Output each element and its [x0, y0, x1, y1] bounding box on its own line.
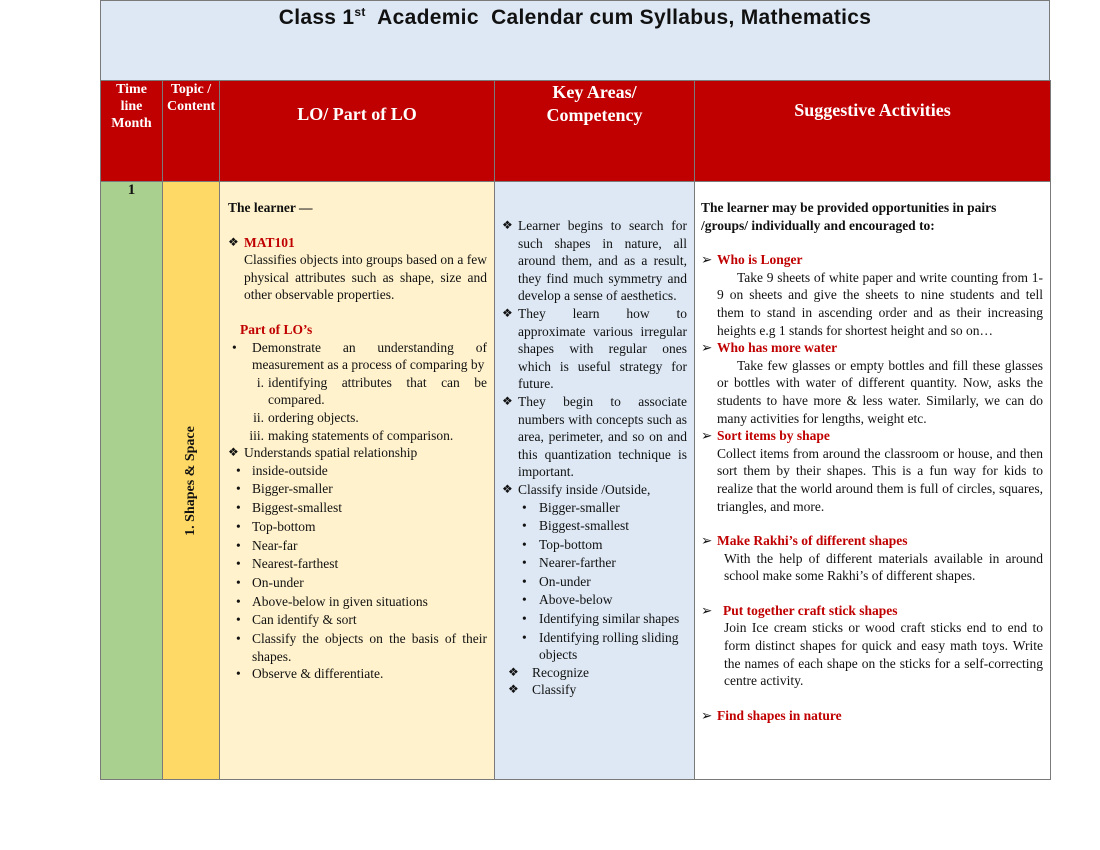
- lo-intro: The learner —: [228, 200, 313, 215]
- diamond-bullet-icon: ❖: [502, 305, 513, 320]
- list-item: [522, 591, 687, 610]
- arrow-bullet-icon: ➢: [701, 252, 713, 268]
- lo-cell: [220, 182, 495, 780]
- activity-title: Put together craft stick shapes: [723, 602, 898, 618]
- month-number: 1: [127, 182, 136, 198]
- bullet-icon: •: [236, 612, 241, 628]
- activity-text: Take 9 sheets of white paper and write counting from 1-9 on sheets and give the sheets to nine students and tell them to stand in ascending order and as their increasing heights e.g 1 stands for shortest height and so on…: [717, 269, 1043, 338]
- diamond-bullet-icon: ❖: [508, 682, 519, 697]
- roman-item: ordering objects.: [268, 409, 359, 425]
- bullet-icon: •: [522, 611, 527, 627]
- roman-item: making statements of comparison.: [268, 427, 454, 443]
- key-para-1: Learner begins to search for such shapes in nature, all around them, and as a result, they find much symmetry and develop a sense of aesthetics.: [518, 218, 687, 304]
- activity-title: Who has more water: [717, 340, 838, 356]
- list-item-text: Biggest-smallest: [539, 518, 629, 534]
- list-item-text: Nearest-farthest: [252, 556, 339, 572]
- list-item-text: Identifying rolling sliding objects: [539, 629, 679, 663]
- roman-item: identifying attributes that can be compared.: [268, 374, 487, 408]
- title-text: Class 1: [278, 6, 355, 29]
- list-item: [236, 630, 487, 665]
- bullet-icon: •: [236, 574, 241, 590]
- header-activities: Suggestive Activities: [695, 81, 1051, 182]
- calendar-page: [100, 0, 1050, 758]
- activity-title: Find shapes in nature: [717, 707, 842, 723]
- header-lo: LO/ Part of LO: [220, 81, 495, 182]
- bullet-icon: •: [232, 339, 237, 355]
- bullet-icon: •: [236, 666, 241, 682]
- bullet-icon: •: [236, 518, 241, 534]
- bullet-icon: •: [522, 499, 527, 515]
- list-item: [236, 593, 487, 612]
- header-topic: Topic / Content: [163, 81, 220, 182]
- activity-text: Join Ice cream sticks or wood craft sticks end to end to form distinct shapes for quick and easy math toys. Write the names of each shape on the sticks for a self-correcting centre activity.: [724, 620, 1043, 689]
- list-item-text: Can identify & sort: [252, 612, 357, 628]
- activity-text: Collect items from around the classroom or house, and then sort them by their shapes. This is a fun way for kids to realize that the world around them is full of circles, squares, triangles, and more.: [717, 445, 1043, 514]
- list-item: [236, 537, 487, 556]
- list-item-text: Bigger-smaller: [252, 481, 333, 497]
- diamond-bullet-icon: ❖: [502, 218, 513, 232]
- header-key-areas: Key Areas/ Competency: [495, 81, 695, 182]
- bullet-icon: •: [522, 518, 527, 534]
- syllabus-table: [100, 80, 1051, 780]
- arrow-bullet-icon: ➢: [701, 533, 713, 549]
- activity-text: Take few glasses or empty bottles and fill these glasses or bottles with water of different quantity. Now, asks the students to have more & less water. Similarly, we can do many activities for lengths, weight etc.: [717, 357, 1043, 426]
- list-item: [522, 554, 687, 573]
- bullet-icon: •: [236, 631, 241, 647]
- list-item: [236, 480, 487, 499]
- title-superscript: st: [354, 5, 366, 19]
- list-item-text: Biggest-smallest: [252, 500, 342, 516]
- diamond-bullet-icon: ❖: [228, 445, 239, 460]
- diamond-bullet-icon: ❖: [502, 481, 513, 496]
- activity-text: With the help of different materials available in around school make some Rakhi’s of different shapes.: [724, 550, 1043, 584]
- bullet-icon: •: [236, 462, 241, 478]
- list-item: [236, 499, 487, 518]
- roman-numeral: iii.: [249, 427, 264, 443]
- key-recognize: Recognize: [532, 664, 589, 680]
- month-row: [101, 182, 1051, 780]
- arrow-bullet-icon: ➢: [701, 602, 713, 618]
- page-title: [101, 5, 1049, 30]
- bullet-icon: •: [236, 500, 241, 516]
- arrow-bullet-icon: ➢: [701, 707, 713, 723]
- bullet-icon: •: [522, 573, 527, 589]
- list-item: [236, 518, 487, 537]
- list-item-text: Above-below: [539, 592, 613, 608]
- key-classify: Classify: [532, 682, 577, 698]
- bullet-icon: •: [236, 593, 241, 609]
- part-of-lo-heading: Part of LO’s: [240, 321, 313, 337]
- header-month: Time line Month: [101, 81, 163, 182]
- bullet-icon: •: [522, 592, 527, 608]
- list-item: [522, 629, 687, 664]
- arrow-bullet-icon: ➢: [701, 428, 713, 444]
- roman-numeral: ii.: [253, 409, 264, 425]
- key-para-4: Classify inside /Outside,: [518, 481, 651, 497]
- month-cell: [101, 182, 163, 780]
- bullet-icon: •: [236, 537, 241, 553]
- list-item-text: On-under: [252, 574, 304, 590]
- bullet-icon: •: [236, 481, 241, 497]
- lo-code-text: Classifies objects into groups based on a few physical attributes such as shape, size and other observable properties.: [244, 252, 487, 303]
- diamond-bullet-icon: ❖: [228, 234, 239, 249]
- list-item-text: Near-far: [252, 537, 298, 553]
- bullet-icon: •: [236, 556, 241, 572]
- key-para-3: They begin to associate numbers with concepts such as area, perimeter, and so on and this quantization technique is important.: [518, 393, 687, 480]
- list-item-text: Classify the objects on the basis of their shapes.: [252, 631, 487, 664]
- list-item-text: Top-bottom: [252, 518, 316, 534]
- activities-intro: The learner may be provided opportunities in pairs /groups/ individually and encouraged to:: [701, 200, 997, 233]
- list-item: [236, 462, 487, 481]
- activity-title: Who is Longer: [717, 252, 803, 268]
- list-item: [236, 665, 487, 684]
- activity-title: Make Rakhi’s of different shapes: [717, 533, 908, 549]
- roman-numeral: i.: [256, 374, 264, 390]
- list-item-text: Identifying similar shapes: [539, 611, 680, 627]
- list-item: [522, 517, 687, 536]
- title-text-rest: Academic Calendar cum Syllabus, Mathematics: [365, 6, 872, 29]
- list-item-text: Above-below in given situations: [252, 593, 428, 609]
- arrow-bullet-icon: ➢: [701, 340, 713, 356]
- list-item-text: inside-outside: [252, 462, 328, 478]
- list-item: [522, 573, 687, 592]
- key-areas-cell: [495, 182, 695, 780]
- list-item: [522, 499, 687, 518]
- diamond-bullet-icon: ❖: [508, 664, 519, 679]
- topic-cell: [163, 182, 220, 780]
- lo-bullet-measurement: Demonstrate an understanding of measurement as a process of comparing by: [252, 339, 487, 373]
- list-item-text: Nearer-farther: [539, 555, 616, 571]
- list-item: [236, 611, 487, 630]
- bullet-icon: •: [522, 536, 527, 552]
- header-row: [101, 81, 1051, 182]
- list-item-text: Top-bottom: [539, 536, 603, 552]
- lo-code: MAT101: [244, 234, 295, 250]
- bullet-icon: •: [522, 629, 527, 645]
- topic-label: 1. Shapes & Space: [183, 425, 198, 536]
- key-para-2: They learn how to approximate various irregular shapes with regular ones which is useful strategy for future.: [518, 305, 687, 392]
- lo-spatial: Understands spatial relationship: [244, 445, 418, 461]
- list-item: [236, 574, 487, 593]
- title-band: [100, 0, 1050, 81]
- list-item: [522, 536, 687, 555]
- list-item-text: Bigger-smaller: [539, 499, 620, 515]
- diamond-bullet-icon: ❖: [502, 393, 513, 408]
- list-item: [522, 610, 687, 629]
- bullet-icon: •: [522, 555, 527, 571]
- list-item-text: On-under: [539, 573, 591, 589]
- activity-title: Sort items by shape: [717, 428, 830, 444]
- list-item: [236, 555, 487, 574]
- activities-cell: [695, 182, 1051, 780]
- list-item-text: Observe & differentiate.: [252, 666, 384, 682]
